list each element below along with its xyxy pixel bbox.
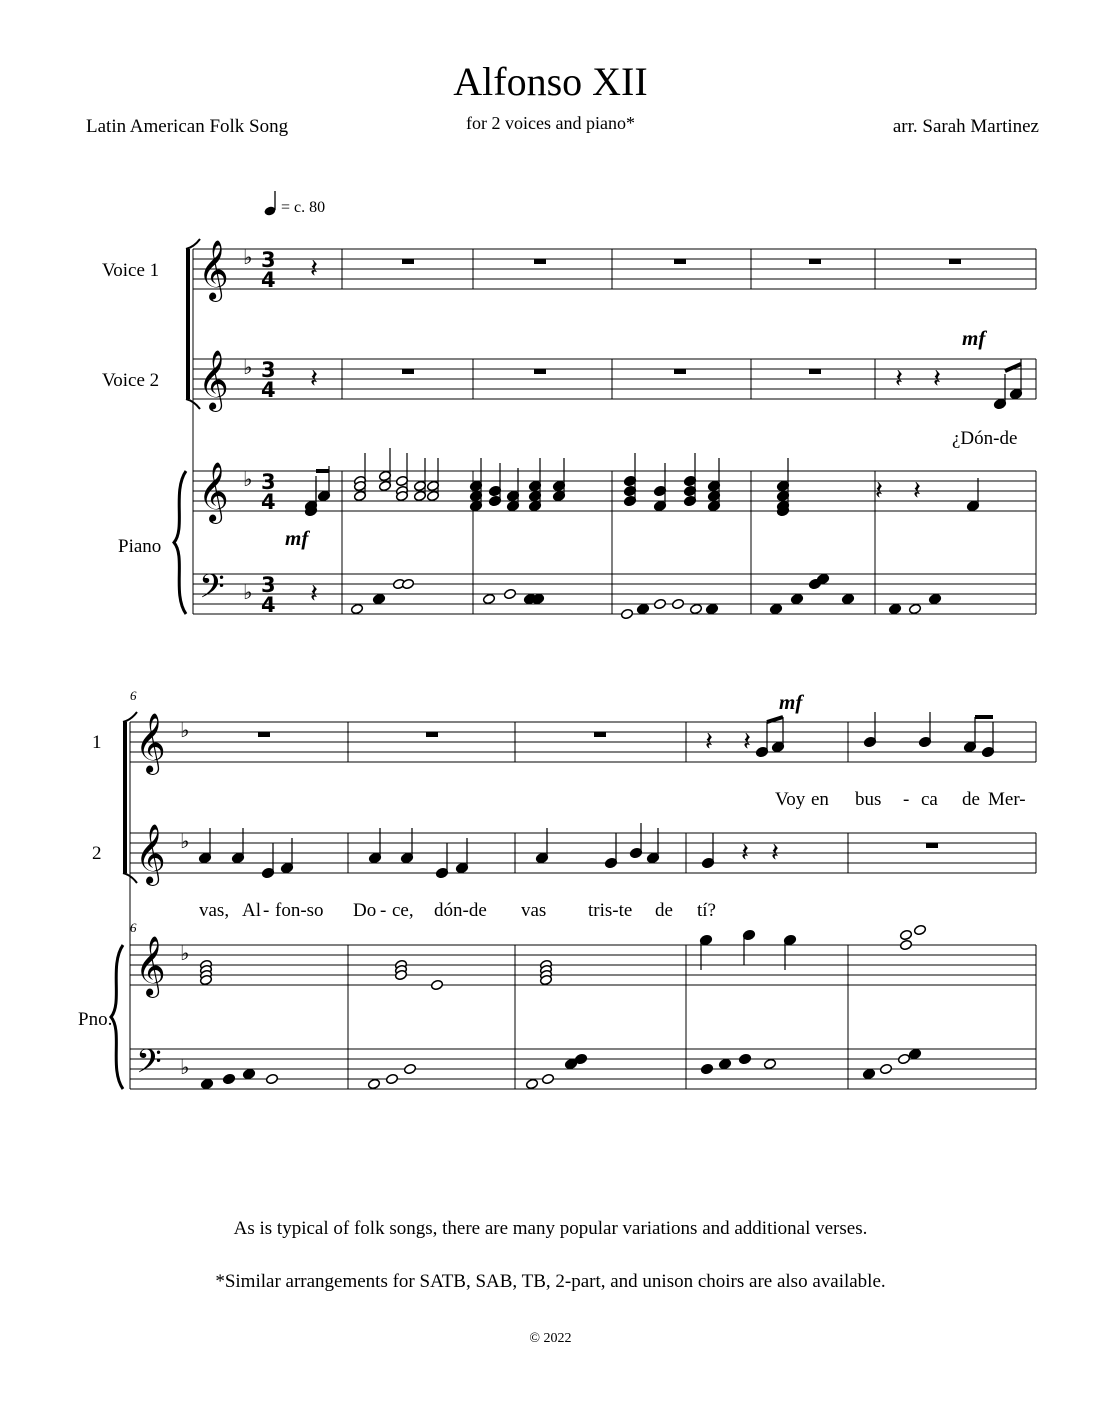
lyric-syllable: ca — [921, 789, 938, 810]
notehead — [653, 598, 666, 609]
notehead — [862, 1068, 875, 1079]
notehead — [763, 1058, 776, 1069]
notehead — [899, 939, 912, 950]
quarter-rest-icon: 𝄽 — [743, 727, 751, 757]
notehead — [738, 1053, 751, 1064]
note-beam — [1005, 364, 1021, 371]
whole-rest-icon — [949, 259, 961, 264]
treble-clef-icon: 𝄞 — [135, 824, 166, 884]
whole-rest-icon — [674, 369, 686, 374]
notehead — [705, 603, 718, 614]
notehead — [372, 593, 385, 604]
lyric-syllable: de — [962, 789, 980, 810]
piano-brace — [174, 471, 186, 614]
notehead — [769, 603, 782, 614]
notehead — [242, 1068, 255, 1079]
lyric-donde: ¿Dón-de — [952, 428, 1018, 449]
time-signature-top: 3 — [261, 470, 276, 494]
piano-label: Piano — [118, 536, 162, 557]
lyric-syllable: de — [655, 900, 673, 921]
lyric-syllable: Al — [242, 900, 261, 921]
lyric-syllable: - — [903, 789, 910, 810]
composer-credit: Latin American Folk Song — [86, 116, 289, 137]
whole-rest-icon — [534, 369, 546, 374]
tempo-text: = c. 80 — [281, 199, 326, 216]
treble-clef-icon: 𝄞 — [198, 240, 229, 300]
treble-clef-icon: 𝄞 — [198, 350, 229, 410]
dynamic-mf-voice1: mf — [779, 690, 803, 714]
time-signature-bottom: 4 — [261, 268, 276, 292]
lyric-syllable: ce, — [392, 900, 414, 921]
flat-sign-icon: ♭ — [180, 941, 190, 965]
notehead — [913, 924, 926, 935]
time-signature-bottom: 4 — [261, 378, 276, 402]
lyric-syllable: - — [263, 900, 270, 921]
whole-rest-icon — [402, 369, 414, 374]
whole-rest-icon — [426, 732, 438, 737]
notehead — [525, 1078, 538, 1089]
notehead — [620, 608, 633, 619]
lyric-syllable: fon-so — [275, 900, 324, 921]
time-signature-bottom: 4 — [261, 593, 276, 617]
notehead — [928, 593, 941, 604]
quarter-rest-icon: 𝄽 — [933, 364, 941, 394]
dynamic-mf-voice2: mf — [962, 326, 986, 350]
notehead — [879, 1063, 892, 1074]
lyric-syllable: tí? — [697, 900, 716, 921]
notehead — [200, 1078, 213, 1089]
whole-rest-icon — [809, 259, 821, 264]
note-beam — [767, 717, 783, 722]
lyric-syllable: bus — [855, 789, 882, 810]
voice2-short-label: 2 — [92, 843, 102, 864]
whole-rest-icon — [926, 843, 938, 848]
footnote-variations: As is typical of folk songs, there are many popular variations and additional verses. — [233, 1218, 868, 1239]
quarter-rest-icon: 𝄽 — [875, 476, 883, 506]
notehead — [689, 603, 702, 614]
notehead — [841, 593, 854, 604]
lyric-syllable: vas — [521, 900, 547, 921]
treble-clef-icon: 𝄞 — [198, 462, 229, 522]
lyric-syllable: - — [380, 900, 387, 921]
whole-rest-icon — [674, 259, 686, 264]
lyric-syllable: Voy — [775, 789, 806, 810]
arranger-credit: arr. Sarah Martinez — [892, 116, 1039, 137]
lyric-syllable: vas, — [199, 900, 230, 921]
notehead — [899, 929, 912, 940]
measure-number-piano: 6 — [130, 920, 137, 935]
whole-rest-icon — [534, 259, 546, 264]
notehead — [541, 1073, 554, 1084]
treble-clef-icon: 𝄞 — [135, 936, 166, 996]
quarter-rest-icon: 𝄽 — [771, 838, 779, 868]
time-signature-top: 3 — [261, 248, 276, 272]
dynamic-mf-piano: mf — [285, 526, 309, 550]
whole-rest-icon — [258, 732, 270, 737]
notehead — [908, 603, 921, 614]
voice1-label: Voice 1 — [102, 260, 160, 281]
notehead — [367, 1078, 380, 1089]
flat-sign-icon: ♭ — [243, 467, 253, 491]
whole-rest-icon — [594, 732, 606, 737]
notehead — [897, 1053, 910, 1064]
quarter-rest-icon: 𝄽 — [310, 254, 318, 284]
flat-sign-icon: ♭ — [180, 829, 190, 853]
time-signature-top: 3 — [261, 573, 276, 597]
copyright-notice: © 2022 — [529, 1331, 572, 1346]
subtitle: for 2 voices and piano* — [466, 113, 635, 133]
notehead — [908, 1048, 921, 1059]
bass-clef-icon: 𝄢 — [199, 568, 225, 614]
notehead — [888, 603, 901, 614]
lyric-syllable: dón-de — [434, 900, 487, 921]
page-title: Alfonso XII — [453, 59, 648, 104]
notehead — [265, 1073, 278, 1084]
flat-sign-icon: ♭ — [243, 355, 253, 379]
notehead — [503, 588, 516, 599]
quarter-rest-icon: 𝄽 — [913, 476, 921, 506]
voice1-short-label: 1 — [92, 732, 102, 753]
flat-sign-icon: ♭ — [243, 245, 253, 269]
quarter-rest-icon: 𝄽 — [310, 364, 318, 394]
notehead — [403, 1063, 416, 1074]
lyric-syllable: Mer- — [988, 789, 1026, 810]
notehead — [700, 1063, 713, 1074]
voice2-label: Voice 2 — [102, 370, 160, 391]
notehead — [350, 603, 363, 614]
notehead — [790, 593, 803, 604]
notehead — [671, 598, 684, 609]
quarter-rest-icon: 𝄽 — [741, 838, 749, 868]
measure-number-voice: 6 — [130, 688, 137, 703]
footnote-arrangements: *Similar arrangements for SATB, SAB, TB, 2-part, and unison choirs are also available. — [215, 1271, 886, 1292]
notehead — [718, 1058, 731, 1069]
bass-clef-icon: 𝄢 — [136, 1043, 162, 1089]
flat-sign-icon: ♭ — [180, 718, 190, 742]
notehead — [482, 593, 495, 604]
time-signature-bottom: 4 — [261, 490, 276, 514]
notehead — [385, 1073, 398, 1084]
quarter-rest-icon: 𝄽 — [310, 579, 318, 609]
whole-rest-icon — [809, 369, 821, 374]
notehead — [430, 979, 443, 990]
flat-sign-icon: ♭ — [180, 1055, 190, 1079]
whole-rest-icon — [402, 259, 414, 264]
flat-sign-icon: ♭ — [243, 580, 253, 604]
time-signature-top: 3 — [261, 358, 276, 382]
lyric-syllable: tris-te — [588, 900, 633, 921]
notehead — [636, 603, 649, 614]
piano-brace — [111, 945, 123, 1089]
notehead — [222, 1073, 235, 1084]
quarter-rest-icon: 𝄽 — [895, 364, 903, 394]
lyric-syllable: en — [811, 789, 829, 810]
treble-clef-icon: 𝄞 — [135, 713, 166, 773]
piano-short-label: Pno. — [78, 1009, 113, 1030]
lyric-syllable: Do — [353, 900, 377, 921]
quarter-rest-icon: 𝄽 — [705, 727, 713, 757]
